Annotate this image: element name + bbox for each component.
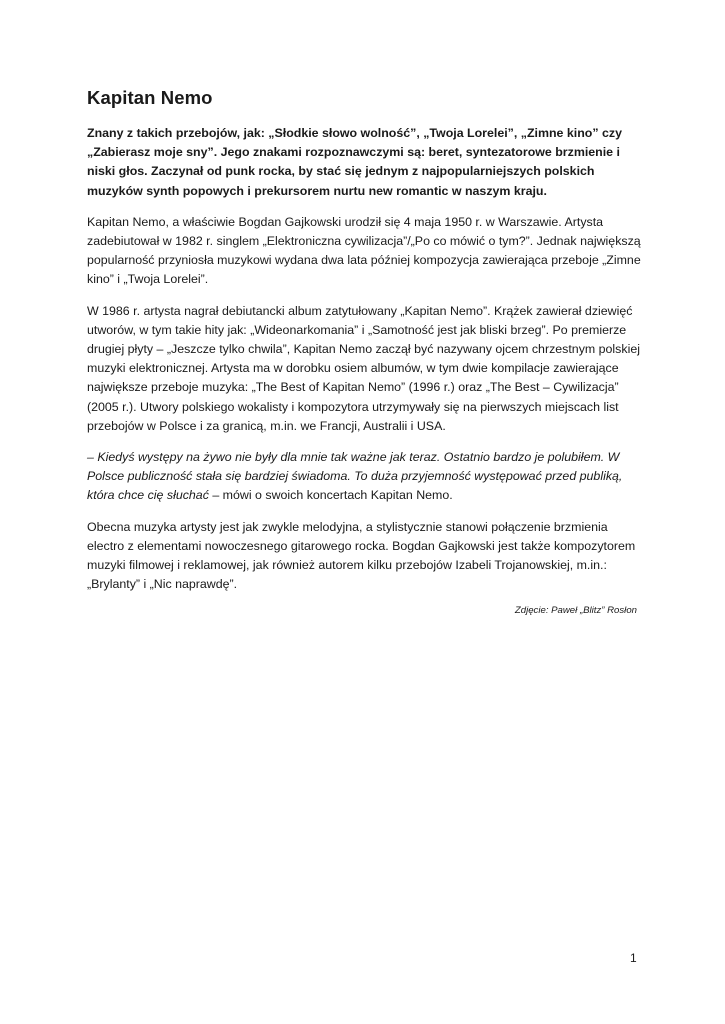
photo-credit: Zdjęcie: Paweł „Blitz” Rosłon [514, 605, 637, 617]
page-number: 1 [630, 951, 637, 965]
quote-attribution: – mówi o swoich koncertach Kapitan Nemo. [208, 488, 453, 503]
paragraph-biography: Kapitan Nemo, a właściwie Bogdan Gajkowski urodził się 4 maja 1950 r. w Warszawie. Artysta zadebiutował w 1982 r. singlem „Elektroniczna cywilizacja”/„Po co mówić o tym?”. Jednak największą popularność przyniosła muzykowi wydana dwa lata później kompozycja zawierająca przeboje „Zimne kino” i „Twoja Lorelei”. [87, 214, 641, 287]
document-page [87, 86, 647, 618]
paragraph-discography: W 1986 r. artysta nagrał debiutancki album zatytułowany „Kapitan Nemo”. Krążek zawierał dziewięć utworów, w tym takie hity jak: „Wideonarkomania” i „Samotność jest jak bliski brzeg”. Po premierze drugiej płyty – „Jeszcze tylko chwila”, Kapitan Nemo zaczął być nazywany ojcem chrzestnym polskiej muzyki elektronicznej. Artysta ma w dorobku osiem albumów, w tym dwie kompilacje zawierające największe przeboje muzyka: „The Best of Kapitan Nemo” (1996 r.) oraz „The Best – Cywilizacja” (2005 r.). Utwory polskiego wokalisty i kompozytora utrzymywały się na pierwszych miejscach list przebojów w Polsce i za granicą, m.in. we Francji, Australii i USA. [87, 303, 640, 433]
paragraph-quote [87, 448, 647, 506]
article-lead: Znany z takich przebojów, jak: „Słodkie słowo wolność”, „Twoja Lorelei”, „Zimne kino” czy „Zabierasz moje sny”. Jego znakami rozpoznawczymi są: beret, syntezatorowe brzmienie i niski głos. Zaczynał od punk rocka, by stać się jednym z najpopularniejszych polskich muzyków synth popowych i prekursorem nurtu new romantic w naszym kraju. [87, 126, 622, 198]
article-title: Kapitan Nemo [87, 87, 213, 108]
quote-text: – Kiedyś występy na żywo nie były dla mnie tak ważne jak teraz. Ostatnio bardzo je polubiłem. W Polsce publiczność stała się bardziej świadoma. To duża przyjemność występować przed publiką, która chce cię słuchać [87, 450, 623, 503]
paragraph-current-music: Obecna muzyka artysty jest jak zwykle melodyjna, a stylistycznie stanowi połączenie brzmienia electro z elementami nowoczesnego gitarowego rocka. Bogdan Gajkowski jest także kompozytorem muzyki filmowej i reklamowej, jak również autorem kilku przebojów Izabeli Trojanowskiej, m.in.: „Brylanty” i „Nic naprawdę”. [87, 519, 636, 592]
